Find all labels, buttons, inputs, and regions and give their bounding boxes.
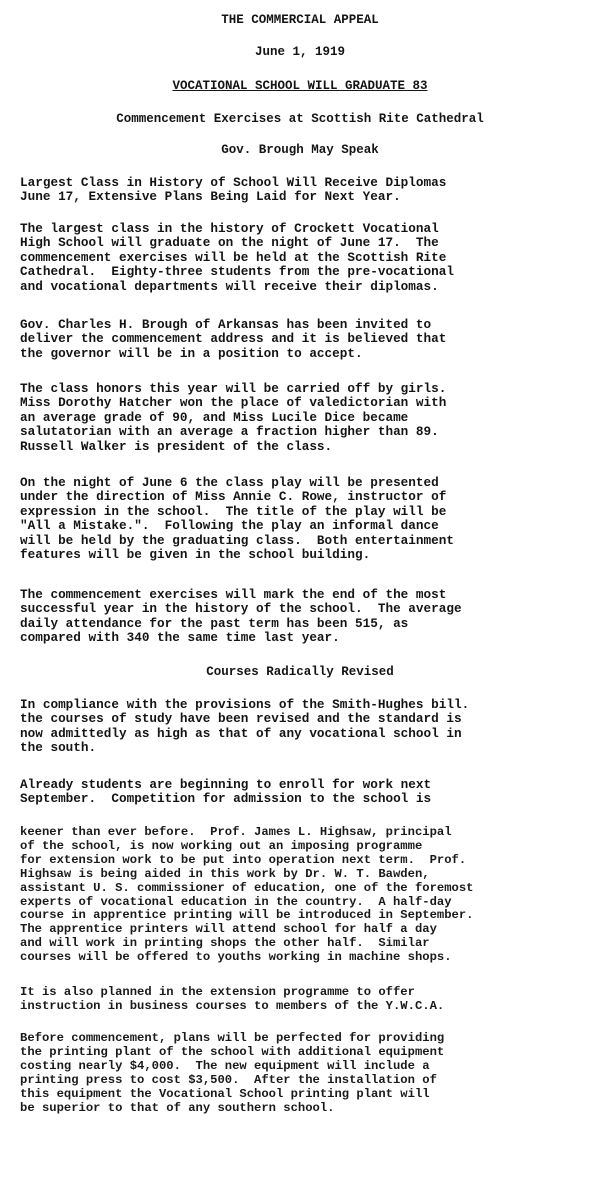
paragraph-class-play: On the night of June 6 the class play will be presented under the direction of Miss Annie C. Rowe, instructor of expression in the school. The title of the play will be "All a Mistake.". Following the play an informal dance will be held by the graduating class. Both entertainment features will be given in the school building. [20, 475, 454, 563]
headline: VOCATIONAL SCHOOL WILL GRADUATE 83 [172, 79, 428, 93]
paragraph-enrollment: Already students are beginning to enroll for work next September. Competition for admission to the school is [20, 777, 432, 807]
article-date: June 1, 1919 [254, 45, 345, 59]
section-heading-courses: Courses Radically Revised [206, 665, 394, 679]
paragraph-summary: Largest Class in History of School Will Receive Diplomas June 17, Extensive Plans Being Laid for Next Year. [20, 175, 447, 205]
subheadline-governor: Gov. Brough May Speak [221, 143, 379, 157]
paragraph-extension-work: keener than ever before. Prof. James L. Highsaw, principal of the school, is now working out an imposing programme for extension work to be put into operation next term. Prof. Highsaw is being aided in this work by Dr. W. T. Bawden, assistant U. S. commissioner of education, one of the foremost experts of vocational education in the country. A half-day course in apprentice printing will be introduced in September. The apprentice printers will attend school for half a day and will work in printing shops the other half. Similar courses will be offered to youths working in machine shops. [20, 825, 474, 965]
paragraph-business-courses: It is also planned in the extension programme to offer instruction in business courses to members of the Y.W.C.A. [20, 985, 445, 1013]
paragraph-smith-hughes: In compliance with the provisions of the Smith-Hughes bill. the courses of study have been revised and the standard is now admittedly as high as that of any vocational school in the south. [20, 697, 470, 756]
paragraph-largest-class: The largest class in the history of Crockett Vocational High School will graduate on the night of June 17. The commencement exercises will be held at the Scottish Rite Cathedral. Eighty-three students from the pre-vocational and vocational departments will receive their diplomas. [20, 221, 454, 294]
paragraph-class-honors: The class honors this year will be carried off by girls. Miss Dorothy Hatcher won the place of valedictorian with an average grade of 90, and Miss Lucile Dice became salutatorian with an average a fraction higher than 89. Russell Walker is president of the class. [20, 381, 447, 454]
paragraph-printing-plant: Before commencement, plans will be perfected for providing the printing plant of the school with additional equipment costing nearly $4,000. The new equipment will include a printing press to cost $3,500. After the installation of this equipment the Vocational School printing plant will be superior to that of any southern school. [20, 1031, 445, 1115]
subheadline-commencement: Commencement Exercises at Scottish Rite Cathedral [116, 112, 484, 126]
publication-name: THE COMMERCIAL APPEAL [221, 13, 379, 27]
paragraph-governor: Gov. Charles H. Brough of Arkansas has been invited to deliver the commencement address and it is believed that the governor will be in a position to accept. [20, 317, 447, 361]
paragraph-attendance: The commencement exercises will mark the end of the most successful year in the history of the school. The average daily attendance for the past term has been 515, as compared with 340 the same time last year. [20, 587, 462, 646]
